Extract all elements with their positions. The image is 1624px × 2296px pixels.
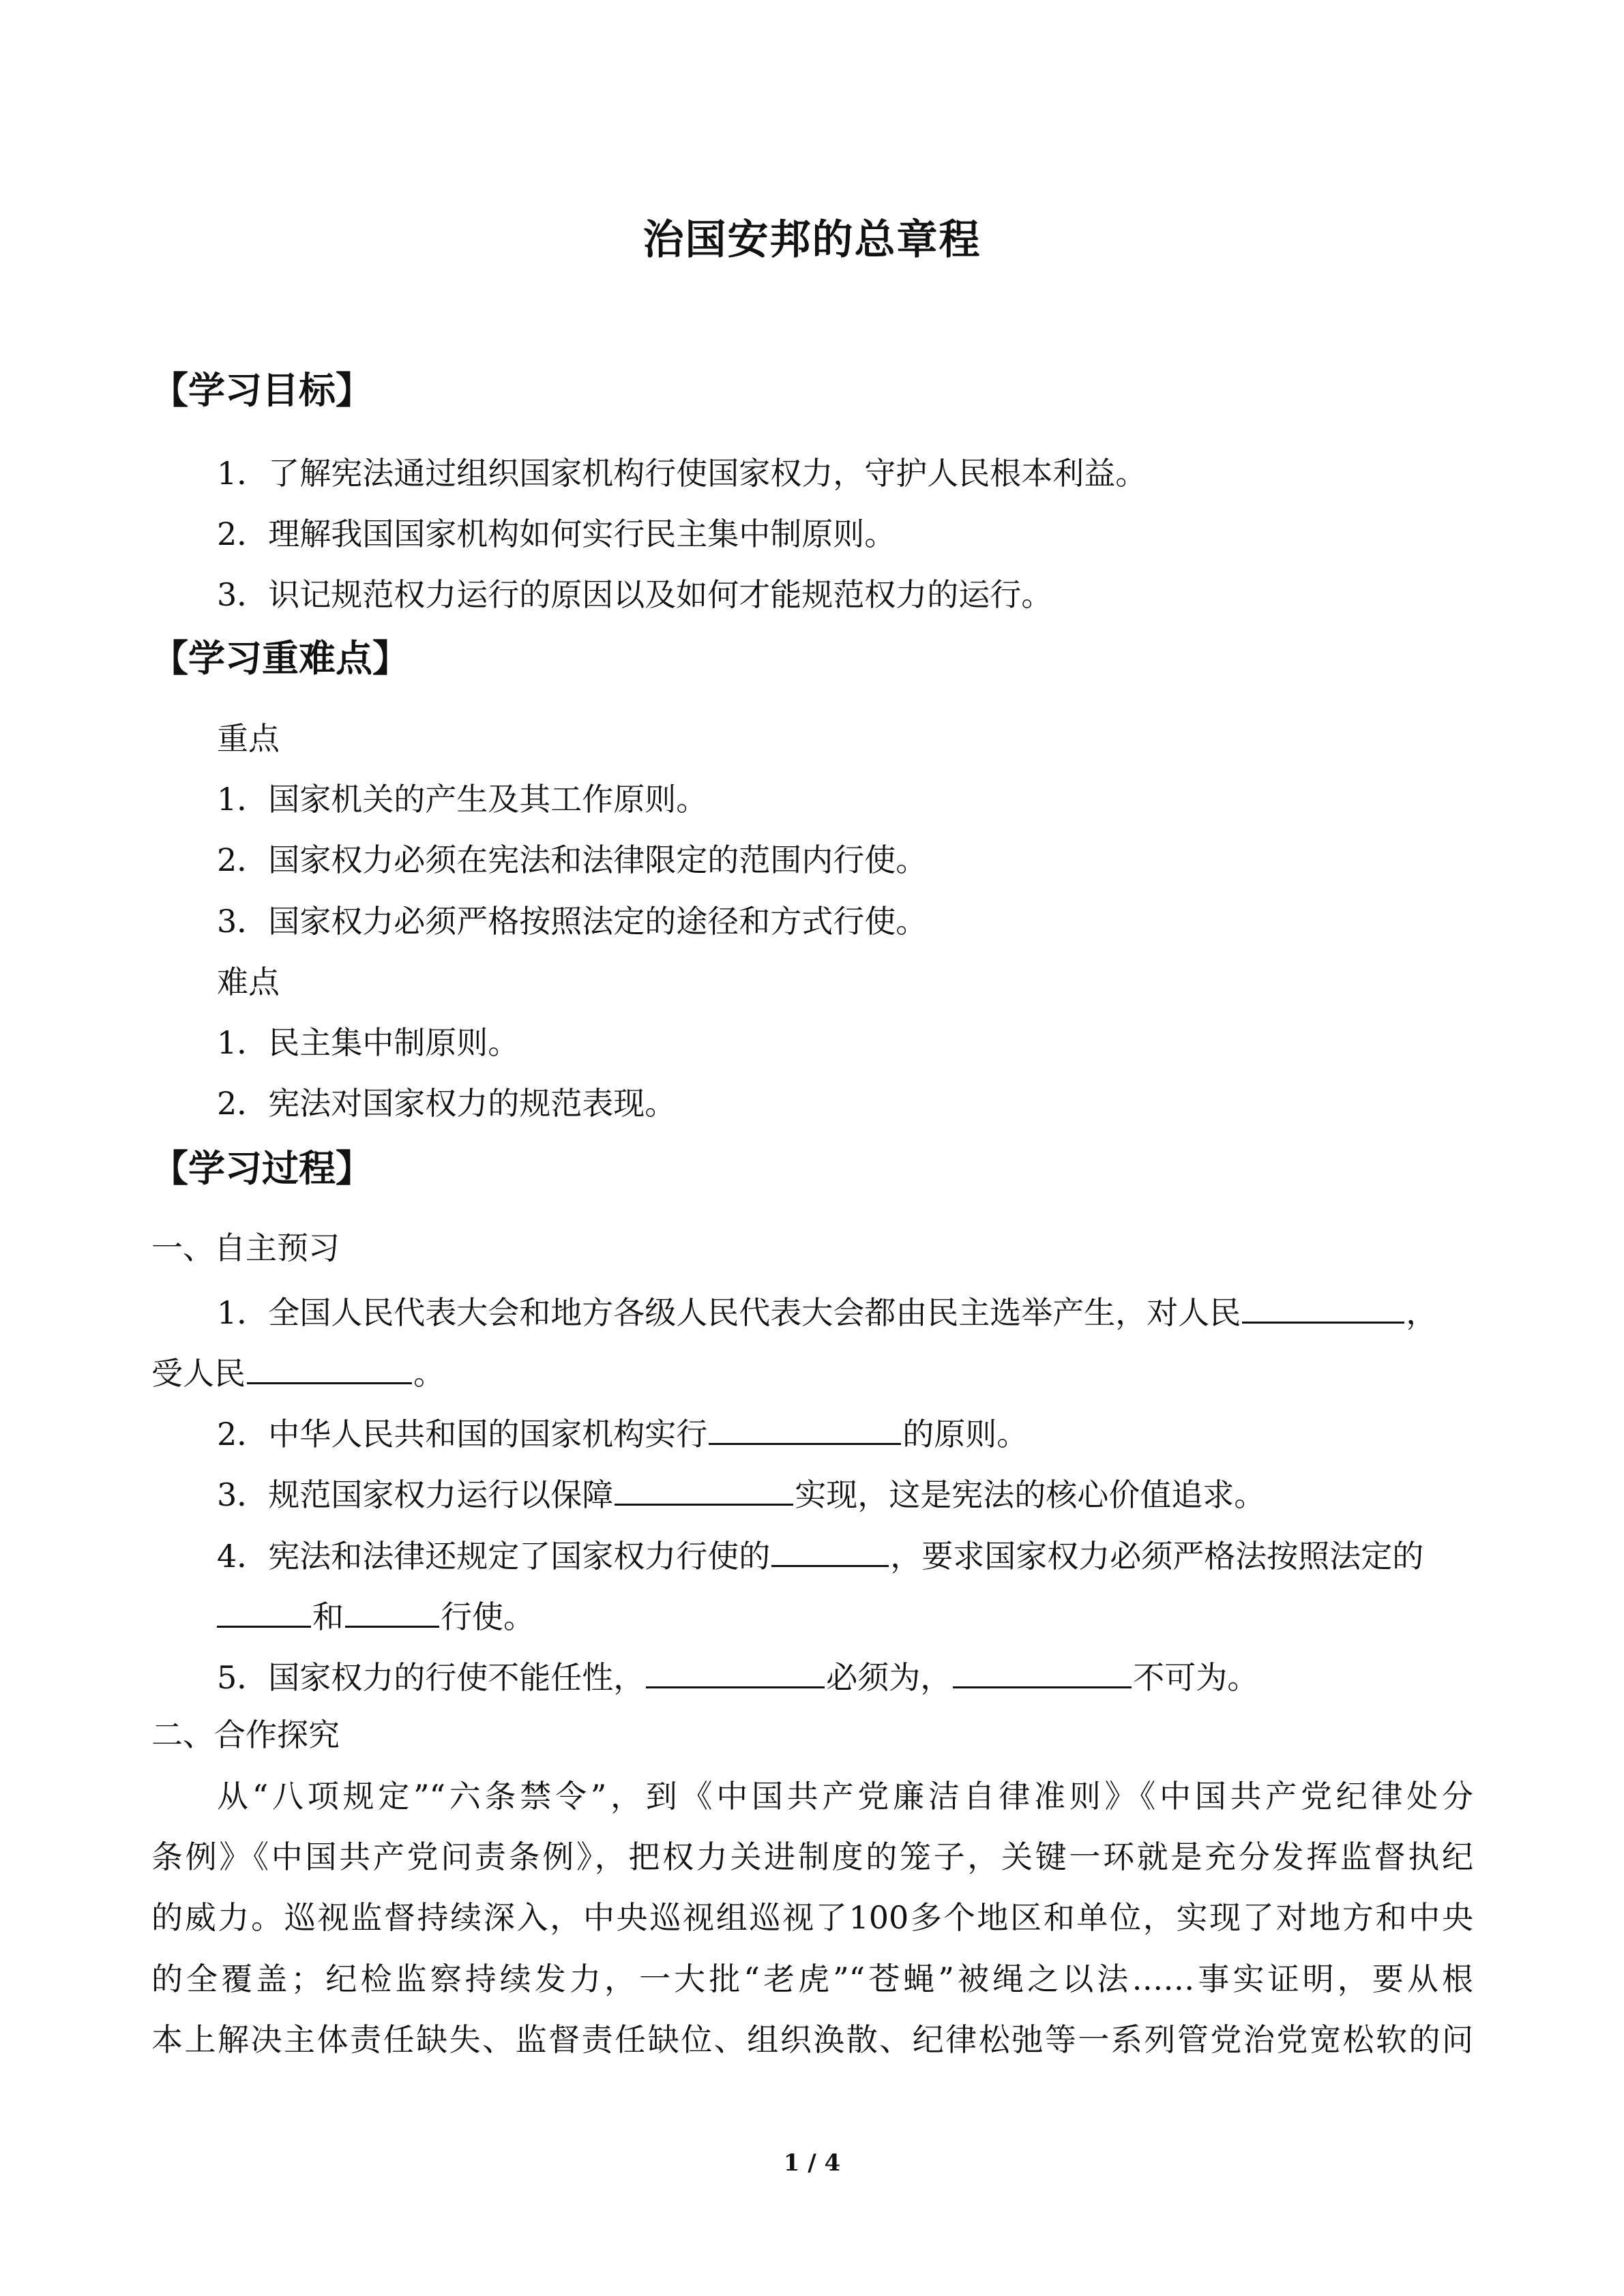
- fill-blank[interactable]: [709, 1410, 901, 1445]
- paragraph-line: 的威力。巡视监督持续深入，中央巡视组巡视了100多个地区和单位，实现了对地方和中央: [151, 1899, 1473, 1936]
- q1-text: 1．全国人民代表大会和地方各级人民代表大会都由民主选举产生，对人民: [217, 1294, 1241, 1331]
- q4-text: 4．宪法和法律还规定了国家权力行使的: [217, 1538, 771, 1575]
- fill-blank[interactable]: [247, 1350, 412, 1384]
- paragraph-line: 本上解决主体责任缺失、监督责任缺位、组织涣散、纪律松弛等一系列管党治党宽松软的问: [151, 2021, 1473, 2058]
- q4-text-end: 行使。: [441, 1598, 535, 1635]
- q2-text-end: 的原则。: [902, 1416, 1029, 1452]
- paragraph-line: 从“八项规定”“六条禁令”，到《中国共产党廉洁自律准则》《中国共产党纪律处分: [217, 1778, 1473, 1815]
- q3-text: 3．规范国家权力运行以保障: [217, 1476, 614, 1513]
- fill-blank[interactable]: [771, 1532, 889, 1567]
- q3-text-end: 实现，这是宪法的核心价值追求。: [795, 1476, 1266, 1513]
- heading-process: 【学习过程】: [151, 1146, 372, 1190]
- q5-text-mid: 必须为，: [826, 1659, 952, 1696]
- heading-keypoints: 【学习重难点】: [151, 636, 409, 680]
- objective-item: 2．理解我国国家机构如何实行民主集中制原则。: [217, 516, 896, 552]
- difficult-item: 1．民主集中制原则。: [217, 1024, 520, 1061]
- page-number: 1 / 4: [783, 2149, 841, 2177]
- difficult-label: 难点: [217, 964, 280, 1000]
- key-item: 2．国家权力必须在宪法和法律限定的范围内行使。: [217, 841, 928, 878]
- key-item: 3．国家权力必须严格按照法定的途径和方式行使。: [217, 903, 928, 940]
- paragraph-line: 条例》《中国共产党问责条例》，把权力关进制度的笼子，关键一环就是充分发挥监督执纪: [151, 1838, 1473, 1875]
- paragraph-line: 的全覆盖；纪检监察持续发力，一大批“老虎”“苍蝇”被绳之以法……事实证明，要从根: [151, 1960, 1473, 1997]
- difficult-item: 2．宪法对国家权力的规范表现。: [217, 1085, 677, 1122]
- q1-text: 受人民: [151, 1355, 246, 1392]
- fill-blank[interactable]: [953, 1654, 1132, 1688]
- document-title: 治国安邦的总章程: [643, 216, 981, 264]
- fill-blank[interactable]: [345, 1593, 439, 1628]
- q5-text-end: 不可为。: [1133, 1659, 1259, 1696]
- question-4-line-2: [217, 1593, 535, 1637]
- question-5: [217, 1654, 1258, 1698]
- q1-comma: ，: [1406, 1294, 1438, 1331]
- key-label: 重点: [217, 720, 280, 757]
- question-2: [217, 1410, 1028, 1455]
- heading-objectives: 【学习目标】: [151, 368, 372, 412]
- q2-text: 2．中华人民共和国的国家机构实行: [217, 1416, 708, 1452]
- question-1-line-2: [151, 1350, 445, 1394]
- part2-title: 二、合作探究: [151, 1716, 340, 1753]
- question-3: [217, 1471, 1265, 1515]
- q4-text-mid: ，要求国家权力必须严格法按照法定的: [890, 1538, 1424, 1575]
- fill-blank[interactable]: [646, 1654, 825, 1688]
- q1-period: 。: [413, 1355, 445, 1392]
- q5-text: 5．国家权力的行使不能任性，: [217, 1659, 645, 1696]
- key-item: 1．国家机关的产生及其工作原则。: [217, 781, 708, 818]
- q4-and: 和: [312, 1598, 344, 1635]
- part1-title: 一、自主预习: [151, 1229, 340, 1266]
- objective-item: 3．识记规范权力运行的原因以及如何才能规范权力的运行。: [217, 576, 1053, 613]
- question-1-line-1: [217, 1289, 1437, 1333]
- fill-blank[interactable]: [217, 1593, 311, 1628]
- fill-blank[interactable]: [1242, 1289, 1404, 1324]
- objective-item: 1．了解宪法通过组织国家机构行使国家权力，守护人民根本利益。: [217, 455, 1147, 492]
- fill-blank[interactable]: [615, 1471, 793, 1506]
- question-4-line-1: [217, 1532, 1423, 1577]
